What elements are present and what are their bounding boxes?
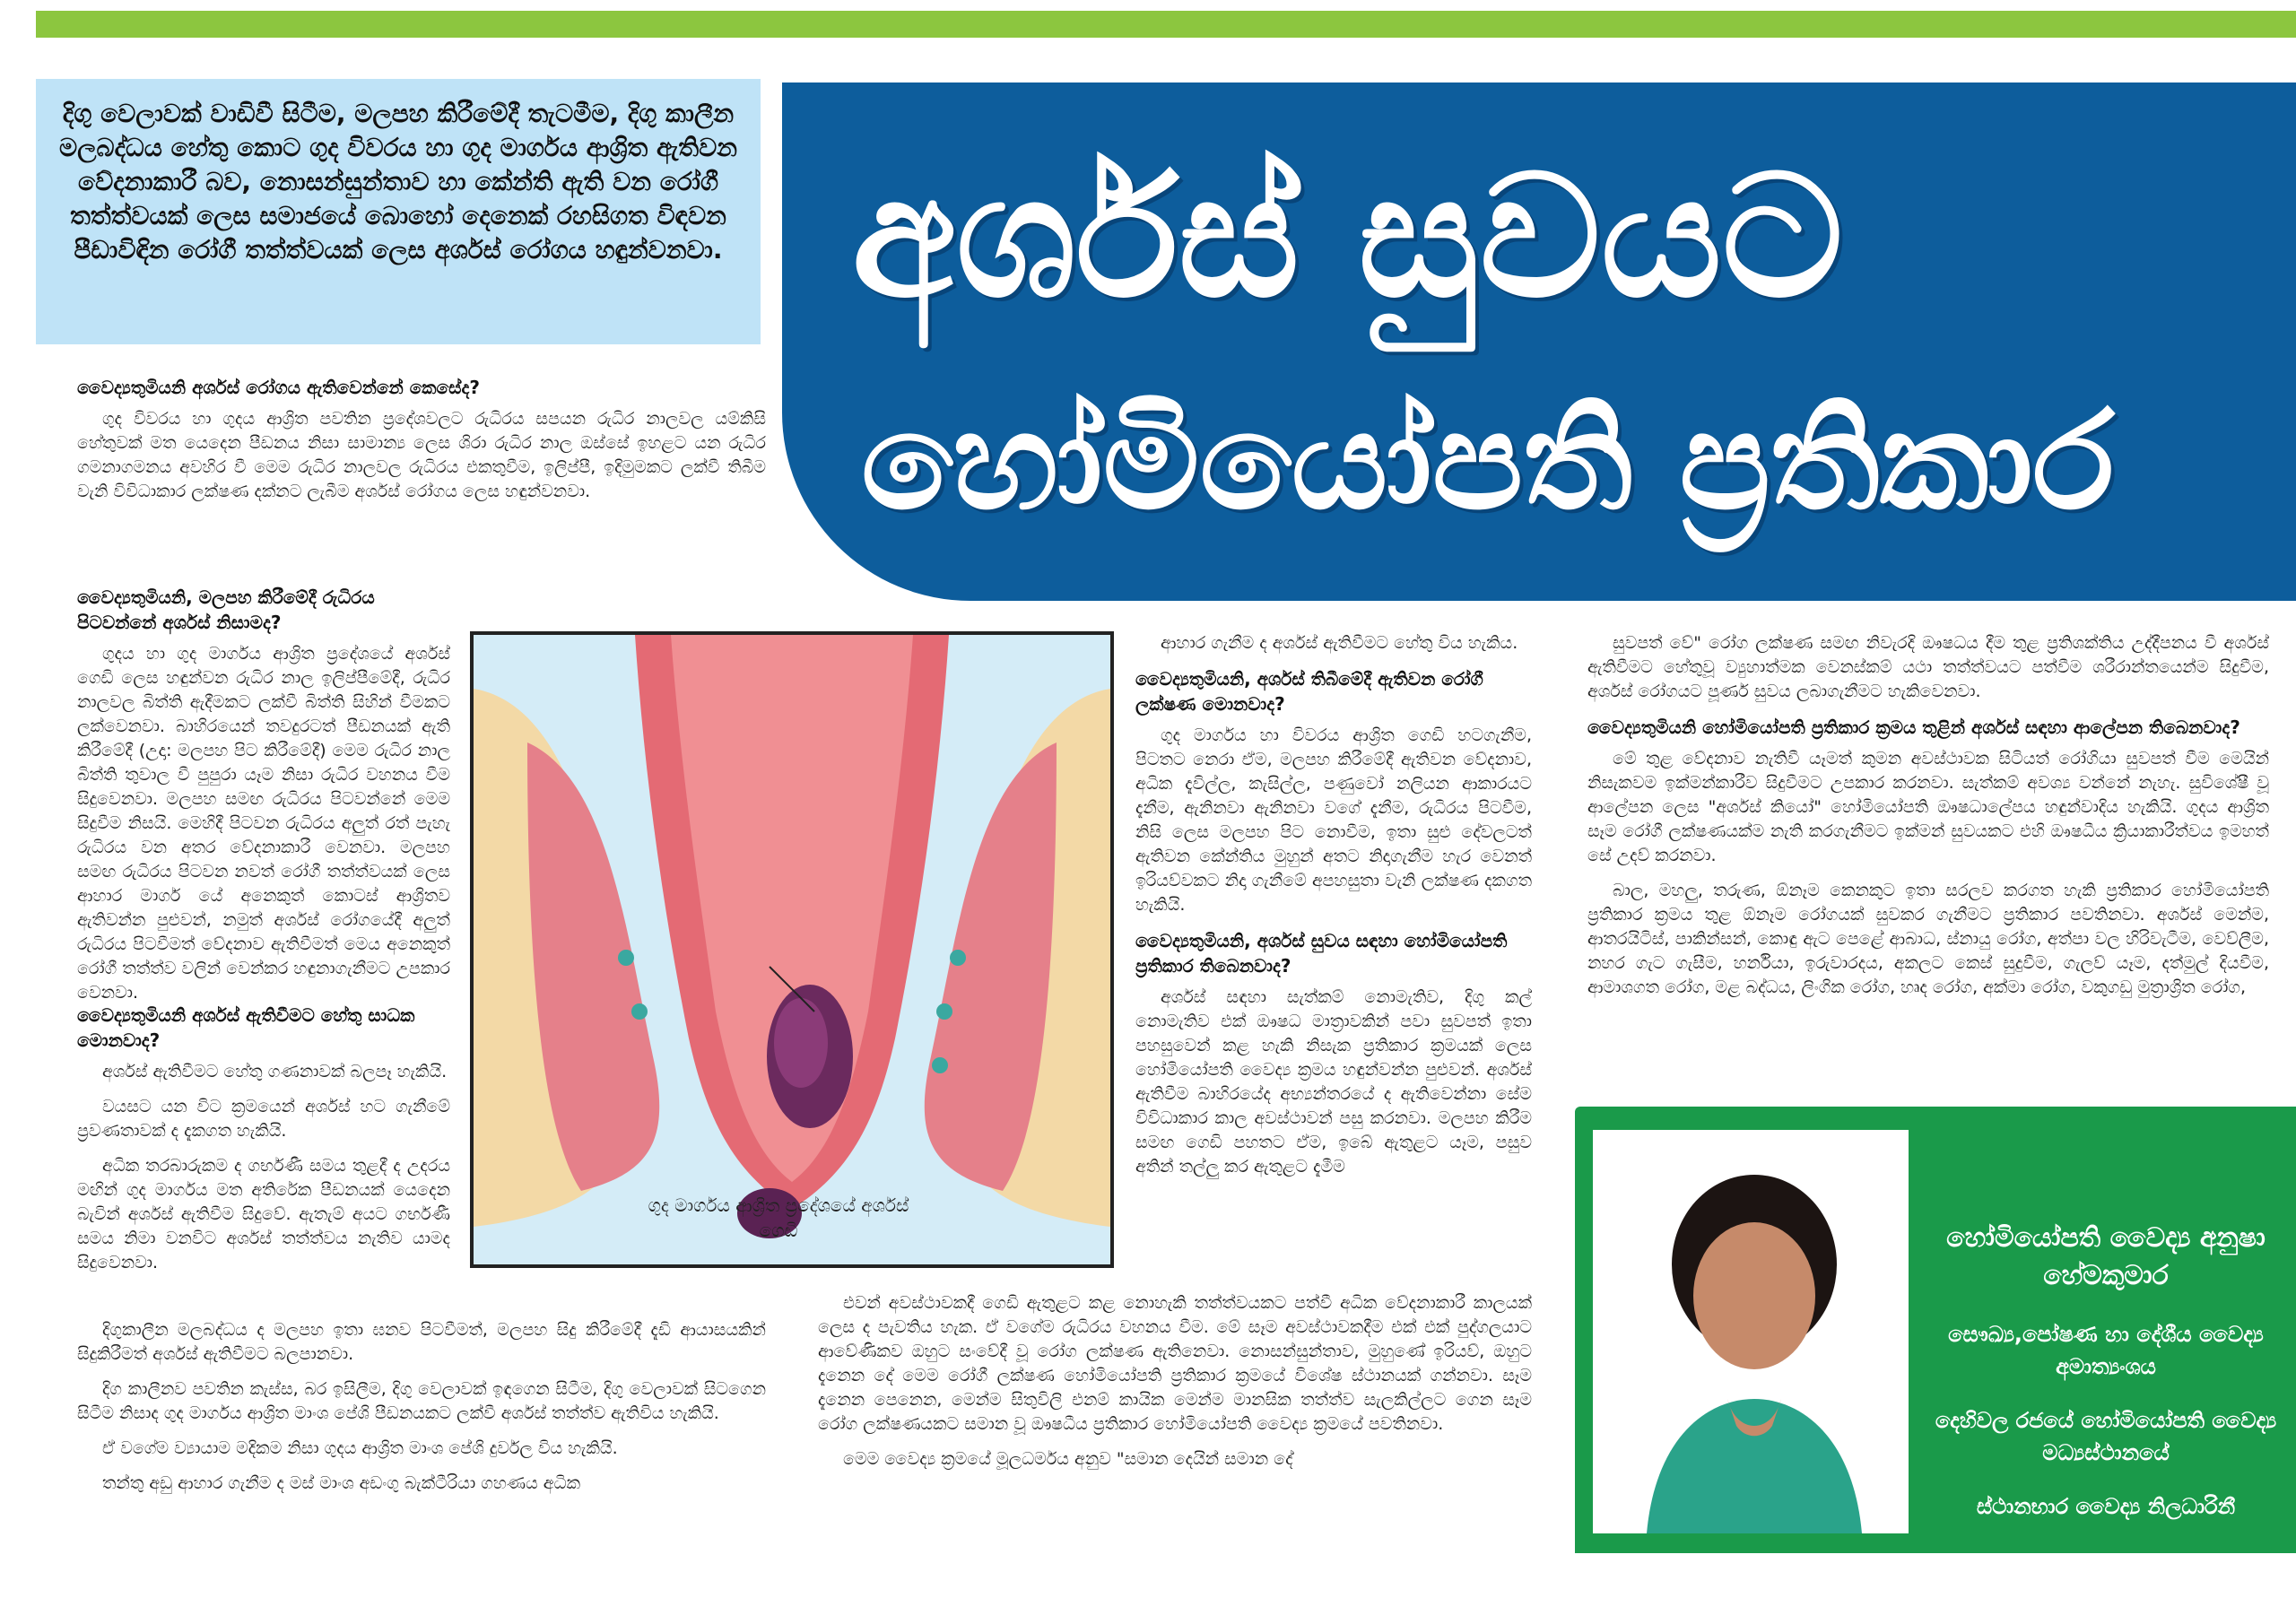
hemorrhoid-diagram — [474, 635, 1110, 1264]
article-section-5 — [818, 1291, 1532, 1482]
answer-paragraph: දිග කාලීනව පවතින කැස්ස, බර ඉසිලීම, දිගු වෙලාවක් ඉඳගෙන සිටීම, දිගු වෙලාවක් සිටගෙන සිටීම නිසාද ගුද මාර්ගය ආශ්‍රිත මාංශ පේශි පීඩනයකට ලක්වී අර්ශස් තත්ත්ව ඇතිවිය හැකියි. — [77, 1379, 766, 1423]
answer-paragraph: තන්තු අඩු ආහාර ගැනීම ද මස් මාංශ අඩංගු බැක්ටීරියා ගහණය අධික — [102, 1473, 581, 1493]
question-heading: වෛද්‍යතුමියනි, මලපහ කිරීමේදී රුධිරය පිටවන්නේ අර්ශස් නිසාමද? — [77, 586, 375, 633]
question-heading: වෛද්‍යතුමියනි අර්ශස් රෝගය ඇතිවෙන්නේ කෙසේද? — [77, 377, 481, 398]
doctor-role-ministry: සෞඛ්‍ය,පෝෂණ හා දේශීය වෛද්‍ය අමාත්‍යංශය — [1948, 1322, 2264, 1379]
doctor-details — [1926, 1220, 2285, 1544]
question-heading: වෛද්‍යතුමියනි, අර්ශස් තිබීමේදී ඇතිවන රෝගී ලක්ෂණ මොනවාද? — [1135, 668, 1483, 715]
headline-line2: හෝමියෝපති ප්‍රතිකාර — [861, 384, 2115, 540]
article-section-3 — [77, 994, 450, 1286]
answer-paragraph: අධික තරබාරුකම ද ගර්භණී සමය තුළදී ද උදරය මඟින් ගුද මාර්ගය මත අතිරේක පීඩනයක් යෙදෙන බැවින් අර්ශස් ඇතිවීම සිදුවේ. ඇතැම් අයට ගර්භණී සමය නිමා වනවිට අර්ශස් තත්ත්වය නැතිව යාමද සිදුවෙනවා. — [77, 1156, 450, 1272]
figure-caption: ගුද මාර්ගය ආශ්‍රිත ප්‍රදේශයේ අර්ශස් ගෙඩි — [648, 1194, 909, 1241]
doctor-portrait-icon — [1593, 1130, 1909, 1533]
intro-box: දිගු වෙලාවක් වාඩිවී සිටීම, මලපහ කිරීමේදී තැටමීම, දිගු කාලීන මලබද්ධය හේතු කොට ගුද විවරය හා ගුද මාර්ගය ආශ්‍රිත ඇතිවන වේදනාකාරී බව, නොසන්සුන්තාව හා කේන්ති ඇති වන රෝගී තත්ත්වයක් ලෙස සමාජයේ බොහෝ දෙනෙක් රහසිගත විඳවන පීඩාවිඳින රෝගී තත්ත්වයක් ලෙස අර්ශස් රෝගය හඳුන්වනවා. — [36, 79, 761, 344]
answer-paragraph: දිගුකාලීන මලබද්ධය ද මලපහ ඉතා ඝනව පිටවීමත්, මලපහ සිදු කිරීමේදී දැඩි ආයාසයකින් සිදුකිරීමත් අර්ශස් ඇතිවීමට බලපානවා. — [77, 1320, 766, 1364]
answer-paragraph: සුවපත් වේ" රෝග ලක්ෂණ සමඟ නිවැරදි ඖෂධය දීම තුළ ප්‍රතිශක්තිය උද්දීපනය වී අර්ශස් ඇතිවීමට හේතුවූ ව්‍යුහාත්මක වෙනස්කම් යථා තත්ත්වයට පත්වීම ශරීරාන්තයෙන්ම සිදුවීම, අර්ශස් රෝගයට පූර්ණ සුවය ලබාගැනීමට හැකිවෙනවා. — [1587, 633, 2269, 701]
article-section-1 — [77, 366, 766, 515]
article-section-3-cont — [77, 1318, 766, 1507]
answer-paragraph: ආහාර ගැනීම ද අර්ශස් ඇතිවීමට හේතු විය හැකිය. — [1161, 633, 1518, 653]
answer-paragraph: ගුදය හා ගුද මාර්ගය ආශ්‍රිත ප්‍රදේශයේ අර්ශස් ගෙඩි ලෙස හඳුන්වන රුධිර නාල ඉලිප්පීමේදී, රුධිර නාලවල බිත්ති ඇදීමකට ලක්වී බිත්ති සිහින් වීමකට ලක්වෙනවා. බාහිරයෙන් තවදුරටත් පීඩනයක් ඇති කිරීමේදී (උදා: මලපහ පිට කිරීමේදී) මෙම රුධිර නාල බිත්ති තුවාල වී පුපුරා යෑම නිසා රුධිර වහනය වීම සිදුවෙනවා. මලපහ සමඟ රුධිරය පිටවන්නේ මෙම සිදුවීම නිසයි. මෙහිදී පිටවන රුධිරය අලුත් රත් පැහැ රුධිරය වන අතර වේදනාකාරී වෙනවා. මලපහ සමඟ රුධිරය පිටවන නවත් රෝගී තත්ත්වයක් ලෙස ආහාර මාර්ග යේ අනෙකුත් කොටස් ආශ්‍රිතව ඇතිවන්න පුළුවන්, නමුත් අර්ශස් රෝගයේදී අලුත් රුධිරය පිටවීමත් වේදනාව ඇතිවීමත් මෙය අනෙකුත් රෝගී තත්ත්ව වලින් වෙන්කර හඳුනාගැනීමට උපකාර වෙනවා. — [77, 644, 450, 1003]
answer-paragraph: බාල, මහලු, තරුණ, ඕනෑම කෙනකුට ඉතා සරලව කරගත හැකි ප්‍රතිකාර හෝමියෝපති ප්‍රතිකාර ක්‍රමය තුළ ඕනෑම රෝගයක් සුවකර ගැනීමට ප්‍රතිකාර පවතිනවා. අර්ශස් මෙන්ම, ආතරයිටිස්, පාකින්සන්, කොඳු ඇට පෙළේ ආබාධ, ස්නායු රෝග, අත්පා වල හිරිවැටීම, වෙව්ලීම, නහර ගැට ගැසීම, හර්නියා, ඉරුවාරදය, අකලට කෙස් සුදුවීම, ගැලව් යෑම, දත්මුල් දියවීම, ආමාශගත රෝග, මළ බද්ධය, ලිංගික රෝග, හෘද රෝග, අක්මා රෝග, වකුගඩු මුත්‍රාශ්‍රිත රෝග, — [1587, 881, 2269, 997]
article-section-4 — [1135, 631, 1532, 1190]
answer-paragraph: වයසට යන විට ක්‍රමයෙන් අර්ශස් හට ගැනීමේ ප්‍රවණතාවක් ද දැකගත හැකියි. — [77, 1097, 450, 1141]
doctor-role-title: ස්ථානභාර වෛද්‍ය නිලධාරිනී — [1976, 1494, 2236, 1519]
anatomy-illustration — [470, 631, 1114, 1268]
doctor-name: හෝමියෝපති වෛද්‍ය අනුෂා හේමකුමාර — [1946, 1222, 2266, 1291]
answer-paragraph: අර්ශස් ඇතිවීමට හේතු ගණනාවක් බලපෑ හැකියි. — [102, 1062, 448, 1081]
answer-paragraph: ගුද විවරය හා ගුදය ආශ්‍රිත පවතින ප්‍රදේශවලට රුධිරය සපයන රුධිර නාලවල යම්කිසි හේතුවක් මත යෙදෙන පීඩනය නිසා සාමාන්‍ය ලෙස ශිරා රුධිර නාල ඔස්සේ ඉහළට යන රුධිර ගමනාගමනය අවහිර වී මෙම රුධිර නාලවල රුධිරය එකතුවීම, ඉලිප්පී, ඉදිමුමකට ලක්වී තිබීම වැනි විවිධාකාර ලක්ෂණ දක්නට ලැබීම අර්ශස් රෝගය ලෙස හඳුන්වනවා. — [77, 409, 766, 501]
doctor-role-center: දෙහිවල රජයේ හෝමියෝපති වෛද්‍ය මධ්‍යස්ථානයේ — [1935, 1408, 2277, 1465]
question-heading: වෛද්‍යතුමියනි අර්ශස් ඇතිවීමට හේතු සාධක මොනවාද? — [77, 1004, 415, 1051]
question-heading: වෛද්‍යතුමියනි හෝමියෝපති ප්‍රතිකාර ක්‍රමය තුළින් අර්ශස් සඳහා ආලේපන තිබෙනවාද? — [1587, 716, 2240, 738]
answer-paragraph: එවන් අවස්ථාවකදී ගෙඩි ඇතුළට කළ නොහැකි තත්ත්වයකට පත්වී අධික වේදනාකාරී කාලයක් ලෙස ද පැවතිය හැක. ඒ වගේම රුධිරය වහනය වීම. මේ සෑම අවස්ථාවකදීම එක් එක් පුද්ගලයාට ආවේණිකව ඔහුට සංවේදී වූ රෝග ලක්ෂණ ඇතිනෙවා. නොසන්සුන්තාව, මුහුණේ ඉරියව්, ඔහුට දැනෙන දේ මෙම රෝගී ලක්ෂණ හෝමියෝපති ප්‍රතිකාර ක්‍රමයේ විශේෂ ස්ථානයක් ගන්නවා. සෑම දැනෙන පෙනෙන, මෙන්ම සිතුවිලි එනම් කායික මෙන්ම මානසික තත්ත්ව සැලකිල්ලට ගෙන සෑම රෝග ලක්ෂණයකට සමාන වූ ඖෂධීය ප්‍රතිකාර හෝමියෝපති වෛද්‍ය ක්‍රමයේ පවතිනවා. — [818, 1293, 1532, 1434]
answer-paragraph: ගුද මාර්ගය හා විවරය ආශ්‍රිත ගෙඩි හටගැනීම, පිටතට නෙරා ඒම, මලපහ කිරීමේදී ඇතිවන වේදනාව, අධික දැවිල්ල, කැසිල්ල, පණුවෝ නලියන ආකාරයට දැනීම, ඇනිනවා ඇනිනවා වගේ දැනීම, රුධිරය පිටවීම, නිසි ලෙස මලපහ පිට නොවීම, ඉතා සුළු දේවලටත් ඇතිවන කේන්තිය මුහුන් අතට නිදාගැනීම හැර වෙනත් ඉරියව්වකට නිදා ගැනීමේ අපහසුතා වැනි ලක්ෂණ දකගත හැකියි. — [1135, 725, 1532, 915]
headline-line1: අර්ශස් සුවයට — [852, 139, 1844, 335]
answer-paragraph: ඒ වගේම ව්‍යායාම මදිකම නිසා ගුදය ආශ්‍රිත මාංශ පේශි දුර්වල විය හැකියි. — [102, 1438, 618, 1458]
answer-paragraph: මේ තුළ වේදනාව නැතිවී යෑමත් කුමන අවස්ථාවක සිටියත් රෝගියා සුවපත් වීම මෙයින් නිසැකවම ඉක්මන්කාරීව සිදුවීමට උපකාර කරනවා. සැත්කම් අවශ්‍ය වන්නේ නැහැ. සුවිශේෂී වූ ආලේපන ලෙස "අර්ශස් කියෝ" හෝමියෝපති ඖෂධාලේපය හඳුන්වාදිය හැකියි. ගුදය ආශ්‍රිත සෑම රෝගී ලක්ෂණයක්ම නැති කරගැනීමට ඉක්මන් සුවයකට එහි ඖෂධීය ක්‍රියාකාරීත්වය ඉමහත් සේ උදව් කරනවා. — [1587, 749, 2269, 865]
answer-paragraph: අර්ශස් සඳහා සැත්කම් නොමැතිව, දිගු කල් නොමැතිව එක් ඖෂධ මාත්‍රාවකින් පවා සුවපත් ඉතා පහසුවෙන් කළ හැකි නිසැක ප්‍රතිකාර ක්‍රමයක් ලෙස හෝමියෝපති වෛද්‍ය ක්‍රමය හඳුන්වන්න පුළුවන්. අර්ශස් ඇතිවීම බාහිරයේද අභ්‍යන්තරයේ ද ඇතිවෙන්නා සේම විවිධාකාර කාල අවස්ථාවන් පසු කරනවා. මලපහ කිරීම සමඟ ගෙඩි පහතට ඒම, ඉබේ ඇතුළට යෑම, පසුව අතින් තල්ලු කර ඇතුළට දැමීම — [1135, 987, 1532, 1177]
top-accent-bar — [36, 11, 2296, 38]
article-section-2 — [77, 576, 450, 1016]
question-heading: වෛද්‍යතුමියනි, අර්ශස් සුවය සඳහා හෝමියෝපති ප්‍රතිකාර තිබෙනවාද? — [1135, 930, 1508, 977]
answer-paragraph: මෙම වෛද්‍ය ක්‍රමයේ මූලධර්මය අනුව "සමාන දෙයින් සමාන දේ — [843, 1449, 1293, 1469]
doctor-photo — [1593, 1130, 1909, 1533]
article-section-6 — [1587, 631, 2269, 1011]
